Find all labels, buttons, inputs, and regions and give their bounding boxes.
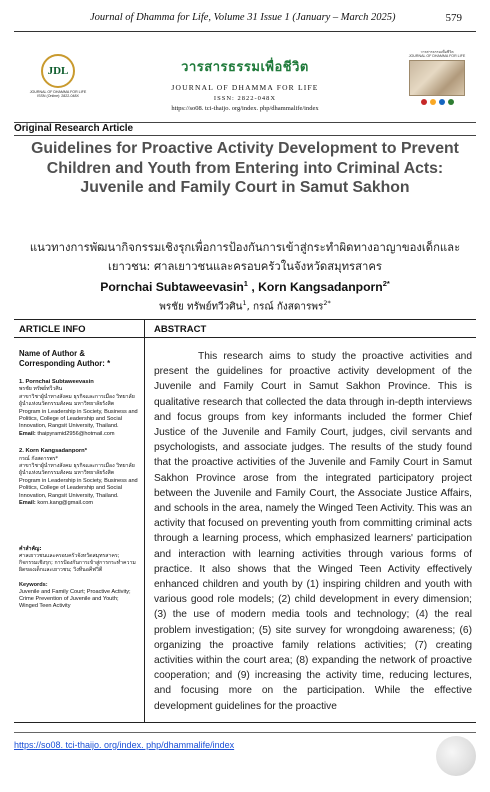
author-block-thai-name: พรชัย ทรัพย์ทวีวศิน — [19, 386, 63, 393]
author-block-thai-affiliation: สาขาวิชาผู้นำทางสังคม ธุรกิจและการเมือง วิทยาลัยผู้นำแห่งนวัตกรรมสังคม มหาวิทยาลัยรังสิต — [19, 463, 135, 477]
author-block-affiliation: Program in Leadership in Society, Business and Politics, College of Leadership and Social Innovation, Rangsit University, Thailand. — [19, 408, 138, 430]
keywords — [19, 582, 139, 611]
index-logo-icon — [430, 99, 436, 105]
cover-image — [409, 60, 465, 96]
author-block-thai-affiliation: สาขาวิชาผู้นำทางสังคม ธุรกิจและการเมือง วิทยาลัยผู้นำแห่งนวัตกรรมสังคม มหาวิทยาลัยรังสิต — [19, 393, 135, 408]
article-info-table — [14, 319, 476, 723]
index-logo-icon — [439, 99, 445, 105]
logo-caption: JOURNAL OF DHAMMA FOR LIFE ISSN (Online): 2822-048X — [29, 90, 87, 99]
thai-keywords — [19, 546, 139, 574]
author-separator: , — [247, 280, 259, 295]
author-block-thai-name: กรณ์ กังสดารพร* — [19, 455, 59, 462]
article-title: Guidelines for Proactive Activity Development to Prevent Children and Youth from Entering into Criminal Acts: Juvenile and Family Court in Samut Sakhon — [31, 140, 459, 196]
running-header — [0, 10, 490, 26]
journal-english-title: JOURNAL OF DHAMMA FOR LIFE — [171, 83, 319, 92]
footer-journal-link[interactable]: https://so08. tci-thaijo. org/index. php/dhammalife/index — [14, 740, 235, 750]
author-2-sup: 2* — [382, 279, 390, 288]
author-block-affiliation: Program in Leadership in Society, Business and Politics, College of Leadership and Social Innovation, Rangsit University, Thailand. — [19, 477, 138, 499]
page-number: 579 — [445, 12, 462, 24]
journal-cover — [406, 50, 468, 116]
keywords-text: Juvenile and Family Court; Proactive Activity; Crime Prevention of Juvenile and Youth; Winged Teen Activity — [19, 588, 131, 610]
thai-author-1-name: พรชัย ทรัพย์ทวีวศิน — [159, 301, 243, 313]
thai-author-2-sup: 2* — [323, 299, 331, 307]
author-block-email — [19, 500, 139, 507]
header-rule — [14, 31, 476, 32]
journal-banner — [14, 44, 476, 120]
banner-title-block — [109, 56, 381, 112]
journal-logo — [28, 54, 88, 116]
article-thai-title: แนวทางการพัฒนากิจกรรมเชิงรุกเพื่อการป้องกันการเข้าสู่กระทำผิดทางอาญาของเด็กและเยาวชน: ศาลเยาวชนและครอบครัวในจังหวัดสมุทรสาคร — [29, 241, 461, 273]
author-2-name: Korn Kangsadanporn — [258, 280, 383, 295]
author-1-name: Pornchai Subtaweevasin — [100, 280, 244, 295]
journal-issn: ISSN: 2822-048X — [213, 95, 277, 102]
thai-author-line — [14, 299, 476, 314]
author-block-name: 2. Korn Kangsadanporn* — [19, 448, 87, 455]
article-type: Original Research Article — [14, 123, 134, 134]
email-address[interactable]: thaipyramid2956@hotmail.com — [37, 430, 115, 437]
index-logos — [406, 99, 468, 105]
thai-keywords-label: คำสำคัญ: — [19, 545, 42, 552]
author-block-name: 1. Pornchai Subtaweevasin — [19, 379, 94, 385]
author-block-email — [19, 431, 139, 438]
email-label: Email: — [19, 430, 36, 437]
footer-seal-icon — [436, 736, 476, 776]
thai-keywords-text: ศาลเยาวชนและครอบครัวจังหวัดสมุทรสาคร; กิจกรรมเชิงรุก; การป้องกันการเข้าสู่การกระทำความผิดของเด็กและเยาวชน; วิงทีนอคีฟวิตี — [19, 552, 136, 573]
abstract-heading: ABSTRACT — [154, 324, 207, 335]
index-logo-icon — [448, 99, 454, 105]
thai-author-2-name: กรณ์ กังสดารพร — [252, 301, 324, 313]
author-block-1 — [19, 379, 139, 438]
thai-author-separator: , — [246, 301, 253, 313]
abstract-column — [154, 324, 472, 714]
keywords-label: Keywords: — [19, 581, 48, 588]
journal-url[interactable]: https://so08. tci-thaijo. org/index. php/dhammalife/index — [171, 105, 319, 112]
footer-rule — [14, 732, 476, 733]
column-divider — [144, 320, 145, 722]
index-logo-icon — [421, 99, 427, 105]
thai-author-1-sup: 1 — [242, 299, 247, 307]
author-1-sup: 1 — [243, 279, 248, 288]
corresponding-author-label: Name of Author & Corresponding Author: * — [19, 349, 111, 368]
author-line — [14, 279, 476, 294]
journal-issue-line: Journal of Dhamma for Life, Volume 31 Issue 1 (January – March 2025) — [90, 12, 396, 23]
article-info-column — [19, 324, 139, 610]
email-address[interactable]: korn.kang@gmail.com — [37, 500, 94, 507]
author-block-2 — [19, 448, 139, 507]
journal-thai-title: วารสารธรรมเพื่อชีวิต — [181, 60, 309, 75]
article-info-heading: ARTICLE INFO — [19, 324, 86, 335]
cover-caption: วารสารธรรมเพื่อชีวิต JOURNAL OF DHAMMA FOR LIFE — [408, 50, 466, 59]
jdl-logo-icon: JDL — [41, 54, 75, 88]
email-label: Email: — [19, 500, 36, 507]
article-type-rule — [14, 135, 476, 136]
abstract-text: This research aims to study the proactive activities and present the guidelines for proactive activity development of the Juvenile and Family Court in Samut Sakhon Province. This is qualitative research that collected the data through in-depth interviews and focus groups from key informants included the former Chief Justice of the Juvenile and Family Court, judges, civil servants and psychologists, and associate judges. The results of the study found that the proactive activities of the Juvenile and Family Court in Samut Sakhon Province arose from the integrated participatory project between the Juvenile and Family Court, the Associate Justice Affairs, and schools in the area, namely the Winged Teen Activity. This was an activity that focused on preventing youth from committing criminal acts through a learning process, which emphasized learners' participation and interaction with learning activities through various forms of practice. It also shows that the Winged Teen Activity effectively enhanced children and youth by (1) inspiring children and youth with various good role models; (2) child development in every dimension; (3) the use of modern media tools and technology; (4) the real problem investigation; (5) site survey for wrongdoing awareness; (6) organizing the proactive family relations activities; (7) creating activities within the court area; (8) expanding the network of proactive cooperation; and (9) increasing the activity time, reducing lectures, and focusing more on the participation. While the effective development guidelines for the proactive — [154, 351, 472, 712]
